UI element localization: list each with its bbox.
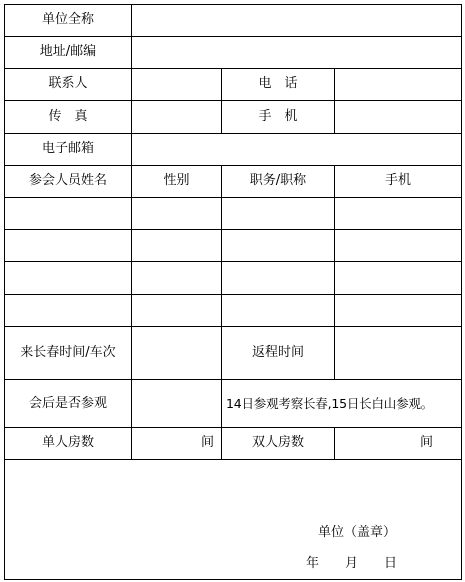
double-room-label: 双人房数 bbox=[251, 435, 304, 450]
grid-line bbox=[4, 165, 462, 166]
address-postcode-field[interactable] bbox=[132, 37, 461, 68]
arrival-field[interactable] bbox=[132, 327, 221, 379]
participant-mobile-header: 手机 bbox=[384, 173, 411, 188]
grid-line bbox=[4, 579, 462, 580]
participant-position-header: 职务/职称 bbox=[249, 173, 307, 188]
seal-label: 单位（盖章） bbox=[318, 525, 397, 540]
contact-field[interactable] bbox=[132, 69, 221, 100]
email-label: 电子邮箱 bbox=[41, 141, 94, 156]
grid-line bbox=[221, 165, 222, 459]
phone-label: 电 话 bbox=[258, 76, 298, 91]
fax-label: 传 真 bbox=[48, 109, 88, 124]
double-room-unit: 间 bbox=[420, 435, 434, 450]
tour-note: 14日参观考察长春,15日长白山参观。 bbox=[226, 396, 433, 411]
mobile-field[interactable] bbox=[335, 101, 461, 133]
email-field[interactable] bbox=[132, 134, 461, 165]
grid-line bbox=[4, 197, 462, 198]
fax-field[interactable] bbox=[132, 101, 221, 133]
grid-line bbox=[4, 261, 462, 262]
address-postcode-label: 地址/邮编 bbox=[39, 44, 97, 59]
grid-line bbox=[4, 294, 462, 295]
grid-line bbox=[4, 379, 462, 380]
unit-full-name-field[interactable] bbox=[132, 5, 461, 36]
arrival-label: 来长春时间/车次 bbox=[20, 345, 116, 360]
tour-label: 会后是否参观 bbox=[28, 396, 107, 411]
grid-line bbox=[4, 229, 462, 230]
phone-field[interactable] bbox=[335, 69, 461, 100]
grid-line bbox=[4, 427, 462, 428]
unit-full-name-label: 单位全称 bbox=[41, 12, 94, 27]
date-label: 年 月 日 bbox=[306, 556, 398, 571]
grid-line bbox=[461, 4, 462, 580]
return-label: 返程时间 bbox=[251, 345, 304, 360]
grid-line bbox=[334, 427, 335, 459]
tour-field[interactable] bbox=[132, 380, 221, 427]
participant-name-header: 参会人员姓名 bbox=[28, 173, 107, 188]
contact-label: 联系人 bbox=[48, 76, 88, 91]
participant-gender-header: 性别 bbox=[163, 173, 190, 188]
mobile-label: 手 机 bbox=[258, 109, 298, 124]
return-field[interactable] bbox=[335, 327, 461, 379]
grid-line bbox=[4, 459, 462, 460]
single-room-label: 单人房数 bbox=[41, 435, 94, 450]
single-room-unit: 间 bbox=[201, 435, 215, 450]
